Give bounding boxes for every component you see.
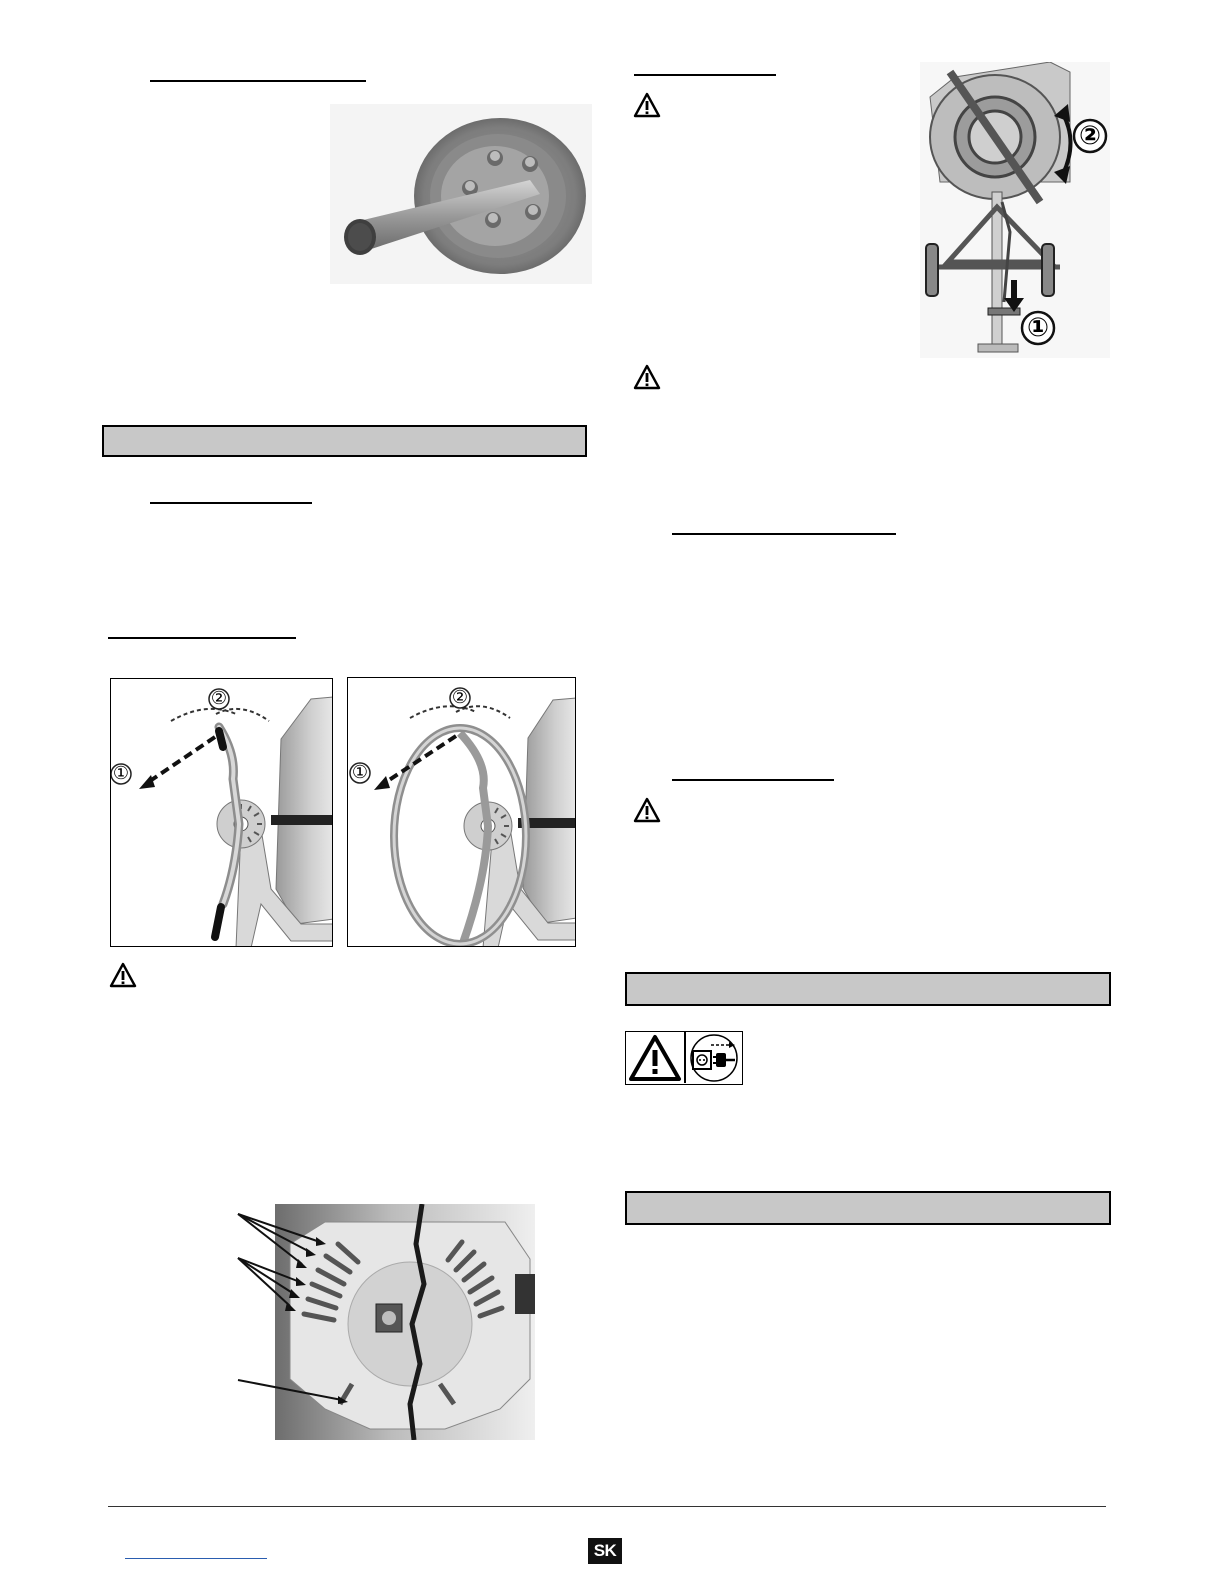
section-header-bar xyxy=(625,972,1111,1006)
footer-rule xyxy=(108,1506,1106,1507)
warning-icon xyxy=(633,797,661,823)
section-header-bar xyxy=(625,1191,1111,1225)
drum-flange-figure xyxy=(330,104,592,284)
subsection-heading-underline xyxy=(150,502,312,504)
section-header-bar xyxy=(102,425,587,457)
crank-handle-figure xyxy=(110,678,333,947)
wheel-step-number: ① xyxy=(351,762,369,783)
locking-slots-figure xyxy=(230,1204,535,1440)
wheel-step-number: ② xyxy=(451,687,469,708)
hand-wheel-figure xyxy=(347,677,576,947)
warning-icon xyxy=(633,364,661,390)
language-badge: SK xyxy=(588,1538,622,1564)
footer-link-underline[interactable] xyxy=(125,1558,267,1559)
section-heading-underline xyxy=(150,80,366,82)
warning-icon xyxy=(109,962,137,988)
subsection-heading-underline xyxy=(672,779,834,781)
unplug-icon xyxy=(687,1033,741,1083)
section-heading-underline xyxy=(634,74,776,76)
warning-icon xyxy=(633,92,661,118)
tilt-step-number: ② xyxy=(1078,121,1101,151)
tilt-step-number: ① xyxy=(1026,313,1049,343)
subsection-heading-underline xyxy=(108,637,296,639)
crank-step-number: ② xyxy=(210,688,228,709)
large-warning-icon xyxy=(628,1034,682,1082)
mixer-tilt-figure xyxy=(920,62,1110,358)
subsection-heading-underline xyxy=(672,533,896,535)
crank-step-number: ① xyxy=(112,763,130,784)
unplug-warning-box xyxy=(625,1031,743,1085)
